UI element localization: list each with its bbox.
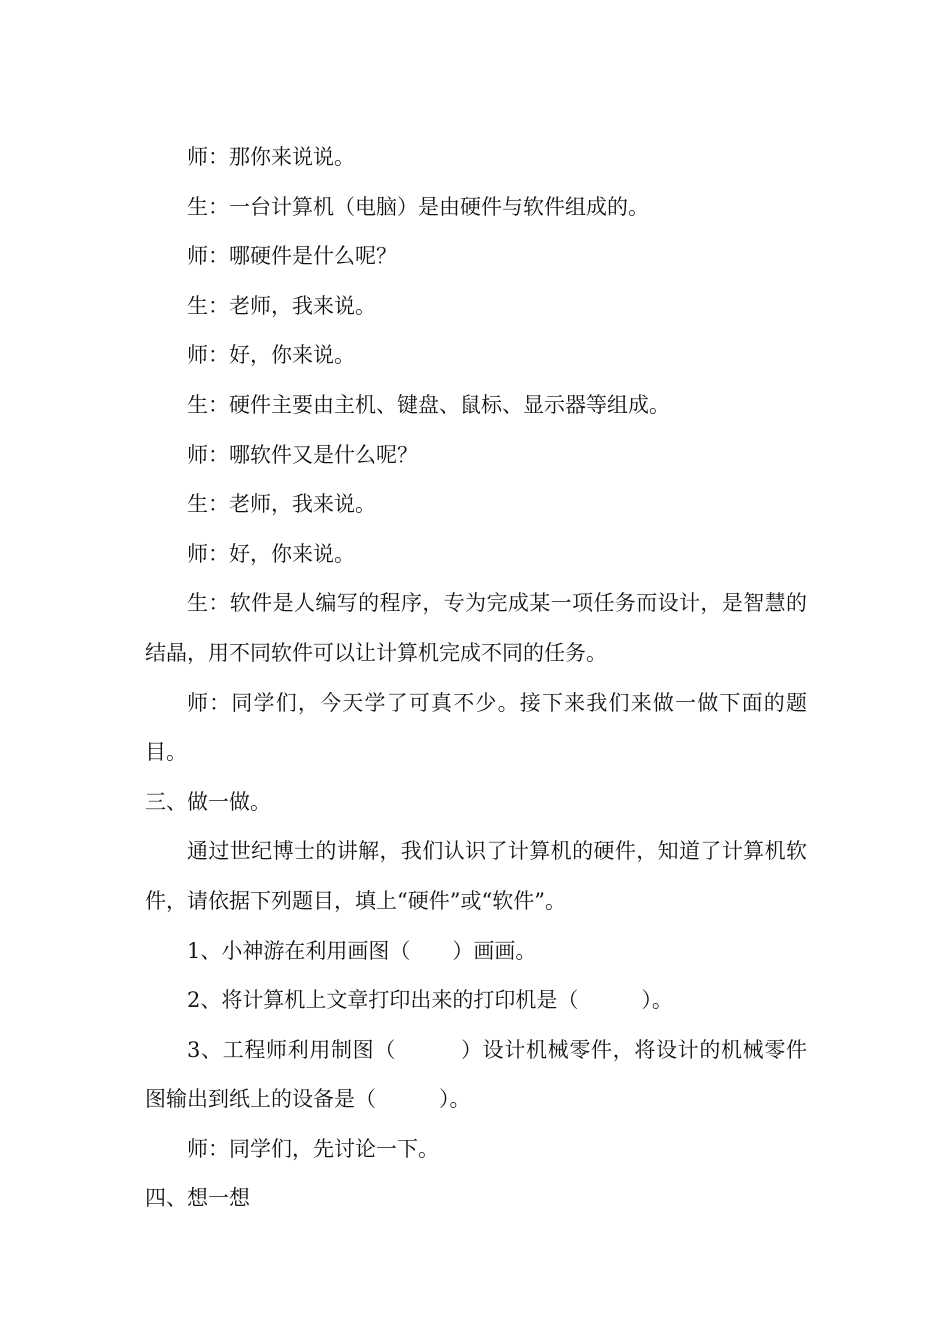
section-heading-think: 四、想一想 bbox=[145, 1186, 250, 1211]
exercise-item-3: 3、工程师利用制图（ ）设计机械零件，将设计的机械零件图输出到纸上的设备是（ ）。 bbox=[145, 1037, 807, 1112]
section-heading-do-it: 三、做一做。 bbox=[145, 789, 271, 814]
exercise-item-2: 2、将计算机上文章打印出来的打印机是（ ）。 bbox=[187, 988, 673, 1013]
paragraph-student-computer-composition: 生：一台计算机（电脑）是由硬件与软件组成的。 bbox=[187, 194, 649, 219]
paragraph-teacher-ask-software: 师：哪软件又是什么呢？ bbox=[187, 442, 418, 467]
paragraph-teacher-discuss: 师：同学们，先讨论一下。 bbox=[187, 1136, 439, 1161]
document-body bbox=[145, 133, 807, 1224]
paragraph-teacher-ask-explain: 师：那你来说说。 bbox=[187, 145, 355, 169]
exercise-item-1: 1、小神游在利用画图（ ）画画。 bbox=[187, 938, 537, 963]
paragraph-student-software-answer: 生：软件是人编写的程序，专为完成某一项任务而设计，是智慧的结晶，用不同软件可以让计算机完成不同的任务。 bbox=[145, 591, 807, 665]
paragraph-teacher-transition: 师：同学们，今天学了可真不少。接下来我们来做一做下面的题目。 bbox=[145, 690, 807, 765]
paragraph-teacher-ok-2: 师：好，你来说。 bbox=[187, 541, 355, 566]
paragraph-student-volunteer-2: 生：老师，我来说。 bbox=[187, 492, 376, 517]
paragraph-student-volunteer-1: 生：老师，我来说。 bbox=[187, 293, 376, 318]
paragraph-teacher-ok-1: 师：好，你来说。 bbox=[187, 343, 355, 368]
paragraph-student-hardware-answer: 生：硬件主要由主机、键盘、鼠标、显示器等组成。 bbox=[187, 392, 670, 417]
paragraph-teacher-ask-hardware: 师：哪硬件是什么呢？ bbox=[187, 244, 397, 269]
paragraph-exercise-instructions: 通过世纪博士的讲解，我们认识了计算机的硬件，知道了计算机软件，请依据下列题目，填上“硬件”或“软件”。 bbox=[145, 839, 807, 913]
